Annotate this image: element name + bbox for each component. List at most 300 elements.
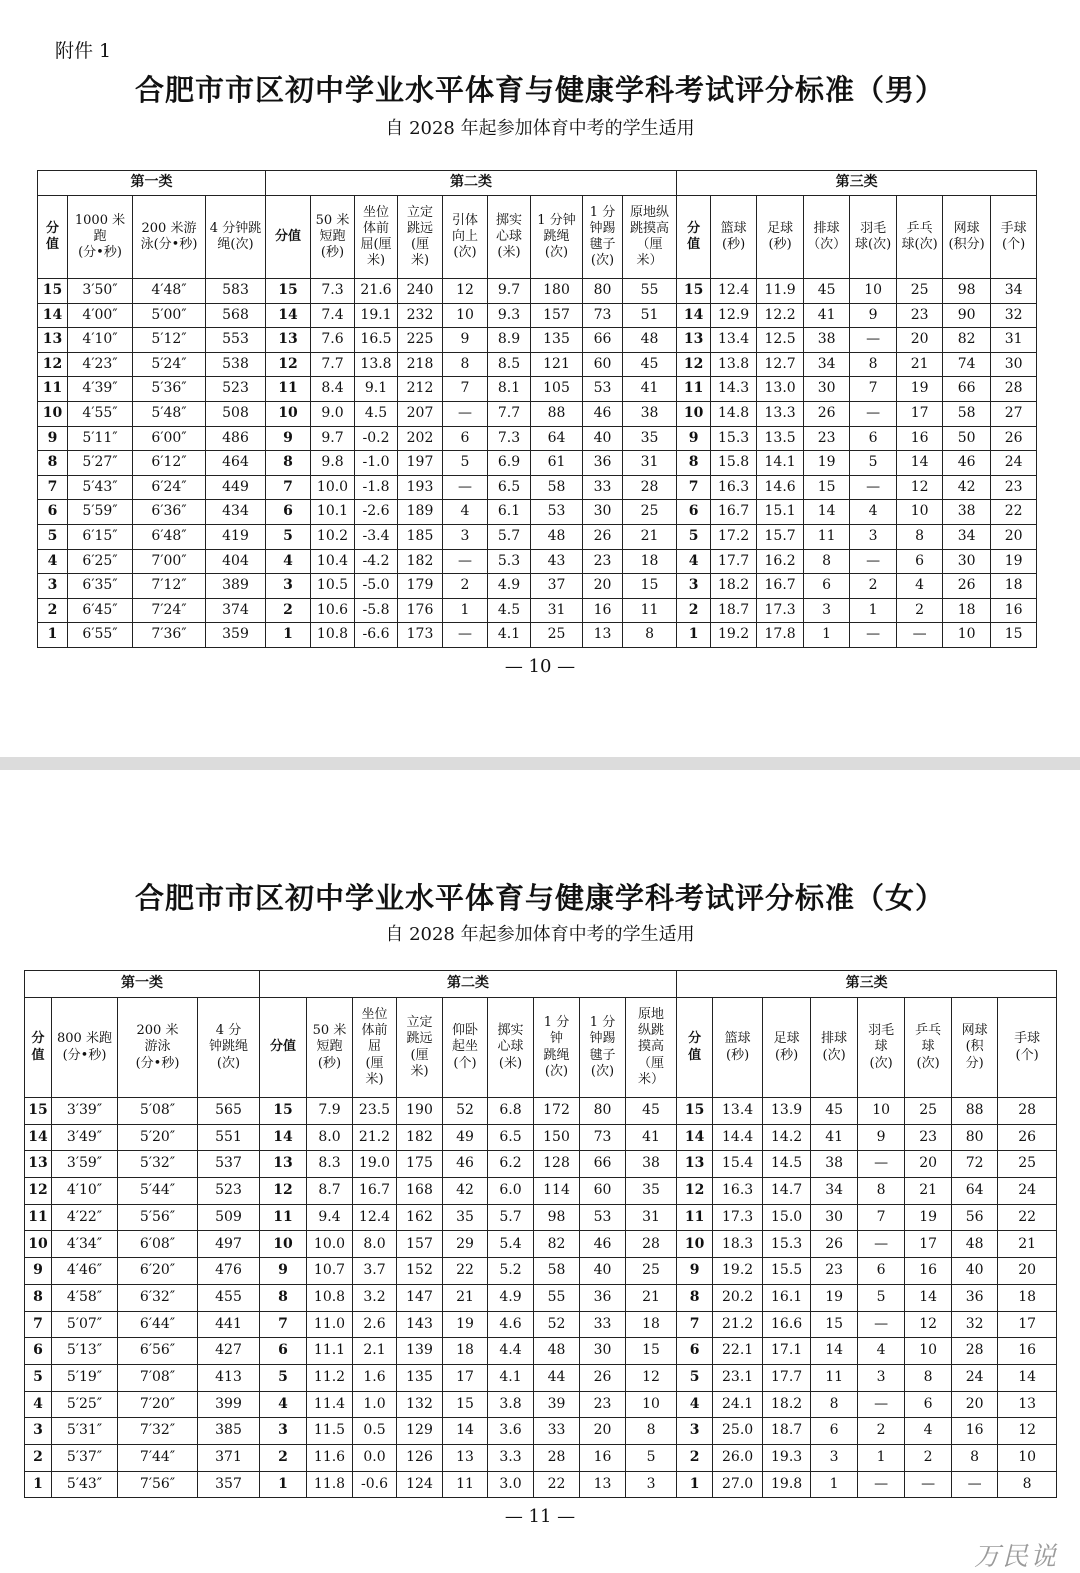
table-cell: 5.3	[488, 549, 531, 574]
table-cell: 23	[804, 426, 850, 451]
table-cell: 3.0	[488, 1471, 534, 1498]
table-cell: 5′31″	[52, 1418, 118, 1445]
table-cell: 15.3	[711, 426, 757, 451]
score-cell: 10	[677, 1231, 713, 1258]
table-cell: 10	[897, 500, 943, 525]
table-cell: 64	[531, 426, 583, 451]
table-cell: 8.3	[307, 1151, 353, 1178]
table-cell: 21	[626, 1284, 677, 1311]
table-cell: 8.4	[311, 377, 355, 402]
column-header: 50 米 短跑 (秒)	[311, 196, 355, 279]
table-cell: 21.2	[353, 1124, 397, 1151]
table-cell: 90	[943, 303, 991, 328]
table-cell: 35	[623, 426, 677, 451]
table-cell: 6.9	[488, 451, 531, 476]
table-cell: —	[443, 549, 488, 574]
table-cell: 21	[623, 524, 677, 549]
table-cell: 5.7	[488, 524, 531, 549]
table-cell: —	[858, 1311, 905, 1338]
table-cell: 15.8	[711, 451, 757, 476]
table-cell: 11	[443, 1471, 488, 1498]
score-cell: 10	[38, 401, 68, 426]
table-cell: 18.2	[763, 1391, 811, 1418]
table-cell: 38	[626, 1151, 677, 1178]
table-cell: 80	[952, 1124, 998, 1151]
table-cell: 147	[397, 1284, 443, 1311]
table-cell: 5′27″	[68, 451, 133, 476]
table-cell: 16.3	[711, 475, 757, 500]
table-cell: 176	[398, 598, 443, 623]
column-header-row	[25, 998, 1057, 1098]
group-header: 第三类	[677, 171, 1037, 196]
table-cell: 202	[398, 426, 443, 451]
table-cell: 6′56″	[118, 1338, 198, 1365]
score-cell: 5	[260, 1364, 307, 1391]
table-cell: 8	[858, 1178, 905, 1205]
column-header: 篮球 (秒)	[711, 196, 757, 279]
table-cell: 6′32″	[118, 1284, 198, 1311]
table-cell: 48	[952, 1231, 998, 1258]
table-cell: 11.6	[307, 1444, 353, 1471]
column-header-row	[38, 196, 1037, 279]
group-header: 第二类	[266, 171, 677, 196]
table-cell: 18	[991, 574, 1037, 599]
table-cell: 197	[398, 451, 443, 476]
table-cell: 449	[206, 475, 266, 500]
table-cell: 15.4	[713, 1151, 763, 1178]
score-cell: 1	[25, 1471, 52, 1498]
table-cell: 41	[811, 1124, 858, 1151]
table-cell: 10.7	[307, 1258, 353, 1285]
table-cell: 15	[804, 475, 850, 500]
table-row	[25, 1124, 1057, 1151]
table-cell: 53	[580, 1204, 626, 1231]
table-cell: 24	[998, 1178, 1057, 1205]
table-cell: 11	[804, 524, 850, 549]
table-cell: 46	[583, 401, 623, 426]
table-cell: 15.7	[757, 524, 804, 549]
table-cell: 14	[804, 500, 850, 525]
column-header: 200 米游 泳(分•秒)	[133, 196, 206, 279]
table-cell: 14.4	[713, 1124, 763, 1151]
table-cell: 10.6	[311, 598, 355, 623]
table-cell: 10.8	[307, 1284, 353, 1311]
table-cell: 583	[206, 279, 266, 304]
table-cell: 6′15″	[68, 524, 133, 549]
table-cell: 10.0	[307, 1231, 353, 1258]
column-header: 乒乓 球(次)	[897, 196, 943, 279]
table-cell: 21	[998, 1231, 1057, 1258]
table-cell: 66	[583, 328, 623, 353]
table-cell: 389	[206, 574, 266, 599]
table-cell: 22.1	[713, 1338, 763, 1365]
table-cell: 16.3	[713, 1178, 763, 1205]
table-cell: 8.7	[307, 1178, 353, 1205]
table-cell: 523	[206, 377, 266, 402]
column-header: 掷实 心球 (米)	[488, 196, 531, 279]
score-cell: 13	[677, 328, 711, 353]
table-cell: 6′00″	[133, 426, 206, 451]
table-cell: 41	[626, 1124, 677, 1151]
table-cell: -3.4	[355, 524, 398, 549]
table-cell: 6′08″	[118, 1231, 198, 1258]
table-cell: 32	[952, 1311, 998, 1338]
table-cell: 60	[583, 352, 623, 377]
table-cell: 568	[206, 303, 266, 328]
table-cell: 6′24″	[133, 475, 206, 500]
score-cell: 8	[677, 1284, 713, 1311]
table-cell: 399	[198, 1391, 260, 1418]
table-cell: 17	[998, 1311, 1057, 1338]
table-cell: 30	[583, 500, 623, 525]
column-header: 足球 (秒)	[763, 998, 811, 1098]
table-row	[25, 1418, 1057, 1445]
table-cell: -6.6	[355, 623, 398, 648]
column-header: 1 分 钟踢 毽子 (次)	[580, 998, 626, 1098]
table-row	[38, 623, 1037, 648]
table-cell: 4′46″	[52, 1258, 118, 1285]
table-cell: 193	[398, 475, 443, 500]
score-cell: 2	[25, 1444, 52, 1471]
table-cell: 20	[583, 574, 623, 599]
column-header: 足球 (秒)	[757, 196, 804, 279]
table-cell: 28	[534, 1444, 580, 1471]
score-cell: 1	[266, 623, 311, 648]
score-cell: 5	[25, 1364, 52, 1391]
table-cell: 17.7	[711, 549, 757, 574]
table-cell: 80	[580, 1098, 626, 1125]
table-cell: 14	[905, 1284, 952, 1311]
table-cell: 16.5	[355, 328, 398, 353]
column-header: 分值	[266, 196, 311, 279]
table-cell: 34	[943, 524, 991, 549]
score-cell: 3	[38, 574, 68, 599]
table-cell: 172	[534, 1098, 580, 1125]
table-cell: 58	[943, 401, 991, 426]
table-cell: 553	[206, 328, 266, 353]
table-cell: 3′50″	[68, 279, 133, 304]
table-cell: 12.7	[757, 352, 804, 377]
page-separator	[0, 757, 1080, 770]
table-cell: 18.2	[711, 574, 757, 599]
table-cell: 240	[398, 279, 443, 304]
table-cell: 15.1	[757, 500, 804, 525]
table-cell: 10.1	[311, 500, 355, 525]
score-cell: 12	[38, 352, 68, 377]
table-cell: 34	[811, 1178, 858, 1205]
table-cell: 4.9	[488, 1284, 534, 1311]
table-cell: 64	[952, 1178, 998, 1205]
table-cell: 4.6	[488, 1311, 534, 1338]
table-cell: 5′07″	[52, 1311, 118, 1338]
table-cell: 15.3	[763, 1231, 811, 1258]
table-cell: 42	[443, 1178, 488, 1205]
table-cell: 9.0	[311, 401, 355, 426]
table-cell: 9.7	[488, 279, 531, 304]
table-cell: 19.2	[713, 1258, 763, 1285]
table-cell: 20	[991, 524, 1037, 549]
table-cell: 7′20″	[118, 1391, 198, 1418]
table-cell: 38	[804, 328, 850, 353]
table-cell: 5′20″	[118, 1124, 198, 1151]
column-header: 网球 (积分)	[943, 196, 991, 279]
column-header: 分 值	[25, 998, 52, 1098]
table-cell: 1	[804, 623, 850, 648]
table-cell: 34	[991, 279, 1037, 304]
table-cell: 20.2	[713, 1284, 763, 1311]
table-row	[38, 328, 1037, 353]
table-cell: 21.2	[713, 1311, 763, 1338]
score-cell: 13	[25, 1151, 52, 1178]
table-cell: 46	[580, 1231, 626, 1258]
table-cell: 5′48″	[133, 401, 206, 426]
table-cell: 35	[626, 1178, 677, 1205]
column-header: 仰卧 起坐 (个)	[443, 998, 488, 1098]
table-row	[38, 279, 1037, 304]
score-cell: 10	[266, 401, 311, 426]
table-cell: 5′08″	[118, 1098, 198, 1125]
table-cell: —	[850, 401, 897, 426]
table-cell: 82	[943, 328, 991, 353]
table-cell: —	[858, 1391, 905, 1418]
table-cell: 45	[626, 1098, 677, 1125]
score-cell: 15	[25, 1098, 52, 1125]
score-cell: 14	[25, 1124, 52, 1151]
column-header: 网球 (积 分)	[952, 998, 998, 1098]
table-row	[25, 1231, 1057, 1258]
score-cell: 7	[677, 475, 711, 500]
table-cell: 13	[580, 1471, 626, 1498]
table-row	[38, 500, 1037, 525]
table-cell: 7	[858, 1204, 905, 1231]
table-cell: 26	[804, 401, 850, 426]
column-header: 排球 （次）	[804, 196, 850, 279]
table-cell: 1	[850, 598, 897, 623]
table-cell: 8	[626, 1418, 677, 1445]
page-number-10: — 10 —	[504, 656, 576, 677]
column-header: 原地纵 跳摸高 （厘 米）	[623, 196, 677, 279]
table-cell: 19.2	[711, 623, 757, 648]
table-cell: 23	[580, 1391, 626, 1418]
table-cell: 10	[858, 1098, 905, 1125]
table-cell: 74	[943, 352, 991, 377]
table-cell: 27.0	[713, 1471, 763, 1498]
table-cell: 20	[580, 1418, 626, 1445]
table-cell: 20	[952, 1391, 998, 1418]
table-cell: 45	[804, 279, 850, 304]
table-cell: 419	[206, 524, 266, 549]
score-cell: 11	[38, 377, 68, 402]
table-cell: 11.0	[307, 1311, 353, 1338]
table-cell: 12	[905, 1311, 952, 1338]
table-cell: 19	[443, 1311, 488, 1338]
table-cell: 27	[991, 401, 1037, 426]
table-cell: 18.3	[713, 1231, 763, 1258]
table-cell: 16.7	[711, 500, 757, 525]
table-cell: 7.7	[311, 352, 355, 377]
table-cell: -0.6	[353, 1471, 397, 1498]
column-header: 排球 (次)	[811, 998, 858, 1098]
table-row	[25, 1284, 1057, 1311]
score-cell: 7	[266, 475, 311, 500]
table-cell: 2.1	[353, 1338, 397, 1365]
table-cell: 46	[943, 451, 991, 476]
table-cell: 168	[397, 1178, 443, 1205]
table-cell: 19	[905, 1204, 952, 1231]
table-cell: 3.2	[353, 1284, 397, 1311]
table-cell: 7.9	[307, 1098, 353, 1125]
score-cell: 7	[38, 475, 68, 500]
score-cell: 15	[38, 279, 68, 304]
score-cell: 15	[677, 279, 711, 304]
table-cell: 1.6	[353, 1364, 397, 1391]
table-cell: 18	[626, 1311, 677, 1338]
table-cell: 38	[943, 500, 991, 525]
table-cell: 30	[811, 1204, 858, 1231]
table-cell: 33	[583, 475, 623, 500]
table-cell: 11.8	[307, 1471, 353, 1498]
table-row	[38, 426, 1037, 451]
score-cell: 6	[266, 500, 311, 525]
table-row	[38, 574, 1037, 599]
table-cell: 15	[811, 1311, 858, 1338]
table-cell: 5′56″	[118, 1204, 198, 1231]
table-cell: 16	[998, 1338, 1057, 1365]
table-cell: 13	[583, 623, 623, 648]
table-cell: 4.1	[488, 623, 531, 648]
table-cell: 8	[811, 1391, 858, 1418]
table-cell: 7′56″	[118, 1471, 198, 1498]
table-cell: 19.3	[763, 1444, 811, 1471]
table-cell: 30	[804, 377, 850, 402]
table-cell: 14.3	[711, 377, 757, 402]
table-cell: 37	[531, 574, 583, 599]
table-cell: 20	[998, 1258, 1057, 1285]
score-cell: 14	[260, 1124, 307, 1151]
table-cell: -1.8	[355, 475, 398, 500]
table-cell: 5′12″	[133, 328, 206, 353]
table-cell: 73	[583, 303, 623, 328]
table-cell: 80	[583, 279, 623, 304]
table-cell: 10.8	[311, 623, 355, 648]
table-cell: 189	[398, 500, 443, 525]
table-cell: 135	[531, 328, 583, 353]
score-cell: 5	[677, 524, 711, 549]
table-cell: 2	[850, 574, 897, 599]
table-cell: 6.8	[488, 1098, 534, 1125]
table-cell: 17.3	[757, 598, 804, 623]
table-cell: 38	[811, 1151, 858, 1178]
table-cell: 4′22″	[52, 1204, 118, 1231]
table-cell: 162	[397, 1204, 443, 1231]
table-cell: 14.5	[763, 1151, 811, 1178]
column-header: 分 值	[38, 196, 68, 279]
column-header: 1 分钟 跳绳 (次)	[531, 196, 583, 279]
column-header: 掷实 心球 (米)	[488, 998, 534, 1098]
column-header: 1 分 钟 跳绳 (次)	[534, 998, 580, 1098]
table-cell: 7′32″	[118, 1418, 198, 1445]
table-cell: 66	[943, 377, 991, 402]
table-cell: 357	[198, 1471, 260, 1498]
table-cell: 25	[623, 500, 677, 525]
table-cell: 33	[580, 1311, 626, 1338]
table-cell: 10	[443, 303, 488, 328]
table-cell: 13	[443, 1444, 488, 1471]
table-cell: 8.0	[353, 1231, 397, 1258]
score-cell: 13	[260, 1151, 307, 1178]
score-cell: 15	[266, 279, 311, 304]
table-cell: 157	[397, 1231, 443, 1258]
table-cell: 139	[397, 1338, 443, 1365]
table-cell: 30	[991, 352, 1037, 377]
table-cell: 6.0	[488, 1178, 534, 1205]
table-cell: 24	[952, 1364, 998, 1391]
table-cell: 114	[534, 1178, 580, 1205]
score-cell: 1	[260, 1471, 307, 1498]
score-cell: 1	[38, 623, 68, 648]
table-cell: 0.5	[353, 1418, 397, 1445]
table-cell: 13.5	[757, 426, 804, 451]
score-cell: 3	[266, 574, 311, 599]
table-cell: —	[850, 475, 897, 500]
table-cell: 385	[198, 1418, 260, 1445]
table-cell: 3	[850, 524, 897, 549]
table-cell: 22	[991, 500, 1037, 525]
table-row	[38, 451, 1037, 476]
table-cell: 5	[858, 1284, 905, 1311]
table-cell: 11	[623, 598, 677, 623]
table-cell: 18	[623, 549, 677, 574]
table-cell: 58	[531, 475, 583, 500]
table-cell: 2	[858, 1418, 905, 1445]
score-cell: 2	[677, 1444, 713, 1471]
table-cell: 55	[623, 279, 677, 304]
table-cell: 218	[398, 352, 443, 377]
table-cell: 31	[626, 1204, 677, 1231]
table-cell: 476	[198, 1258, 260, 1285]
table-cell: 5′44″	[118, 1178, 198, 1205]
table-cell: 190	[397, 1098, 443, 1125]
table-cell: 7	[850, 377, 897, 402]
table-cell: 7.3	[488, 426, 531, 451]
table-cell: 22	[443, 1258, 488, 1285]
table-cell: 28	[952, 1338, 998, 1365]
table-cell: 132	[397, 1391, 443, 1418]
score-cell: 7	[260, 1311, 307, 1338]
table-cell: 12.4	[353, 1204, 397, 1231]
score-cell: 12	[677, 1178, 713, 1205]
score-cell: 4	[260, 1391, 307, 1418]
table-cell: 61	[531, 451, 583, 476]
column-header: 立定 跳远 (厘 米)	[398, 196, 443, 279]
table-cell: 21	[905, 1178, 952, 1205]
table-cell: 486	[206, 426, 266, 451]
table-cell: 135	[397, 1364, 443, 1391]
table-cell: 40	[580, 1258, 626, 1285]
table-cell: 16.6	[763, 1311, 811, 1338]
table-cell: 33	[534, 1418, 580, 1445]
table-cell: 207	[398, 401, 443, 426]
attachment-label: 附件 1	[55, 40, 112, 62]
table-cell: 5′36″	[133, 377, 206, 402]
table-cell: 5′43″	[52, 1471, 118, 1498]
table-cell: —	[897, 623, 943, 648]
table-cell: 28	[998, 1098, 1057, 1125]
table-row	[38, 475, 1037, 500]
table-row	[38, 377, 1037, 402]
score-cell: 9	[677, 1258, 713, 1285]
table-cell: 508	[206, 401, 266, 426]
